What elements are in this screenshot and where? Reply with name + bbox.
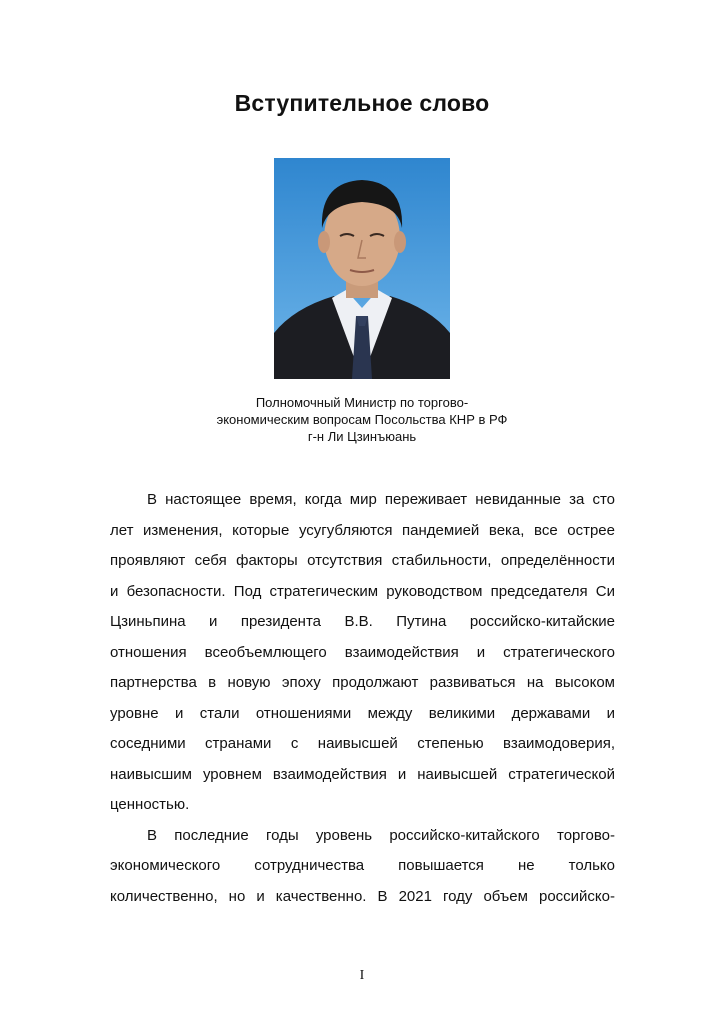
page-number: I xyxy=(359,968,365,983)
text-line: количественно, но и качественно. В 2021 году объем российско- xyxy=(110,887,615,905)
text-line: партнерства в новую эпоху продолжают развиваться на высоком xyxy=(110,674,615,691)
paragraph xyxy=(110,821,615,913)
text-line: и безопасности. Под стратегическим руководством председателя Си xyxy=(110,582,615,600)
text-line: соседними странами с наивысшей степенью взаимодоверия, xyxy=(110,735,615,752)
paragraph xyxy=(110,485,615,821)
portrait-photo xyxy=(274,158,450,379)
page-title: Вступительное слово xyxy=(234,90,490,116)
caption-line: г-н Ли Цзинъюань xyxy=(307,429,417,444)
text-line: наивысшим уровнем взаимодействия и наивысшей стратегической xyxy=(110,765,615,783)
text-line: В настоящее время, когда мир переживает невиданные за сто xyxy=(147,491,615,508)
text-line: отношения всеобъемлющего взаимодействия и стратегического xyxy=(110,643,615,661)
caption-line: Полномочный Министр по торгово- xyxy=(255,395,469,410)
caption-line: экономическим вопросам Посольства КНР в РФ xyxy=(216,412,508,427)
text-line: проявляют себя факторы отсутствия стабильности, определённости xyxy=(110,552,615,569)
text-line: В последние годы уровень российско-китайского торгово- xyxy=(147,826,615,844)
text-line: лет изменения, которые усугубляются пандемией века, все острее xyxy=(110,521,615,539)
text-line: уровне и стали отношениями между великими державами и xyxy=(110,704,615,722)
photo-caption xyxy=(0,394,724,445)
text-line: Цзиньпина и президента В.В. Путина российско-китайские xyxy=(110,613,615,630)
body-text xyxy=(110,485,615,912)
text-line: экономического сотрудничества повышается не только xyxy=(110,857,615,874)
text-line: ценностью. xyxy=(110,796,190,813)
